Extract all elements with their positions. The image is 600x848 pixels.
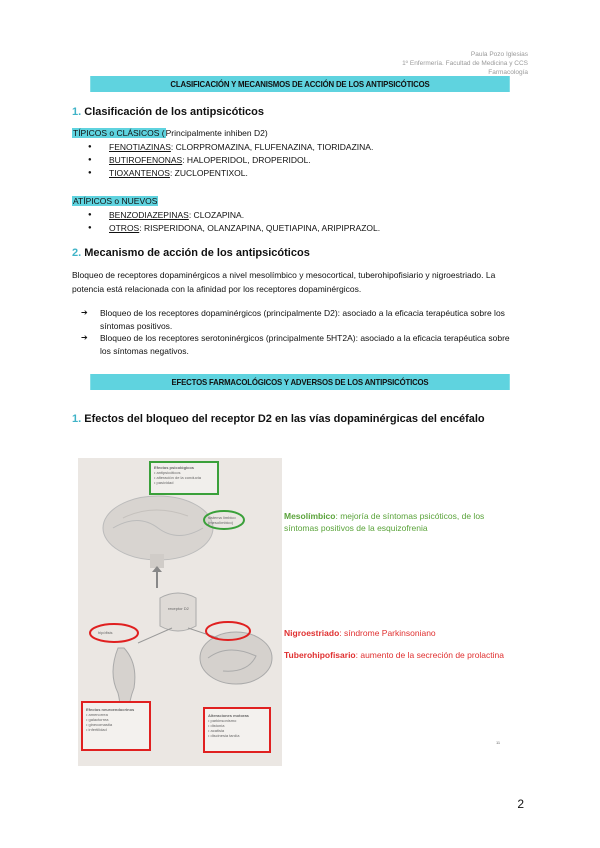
mechanism-arrow-list [72, 307, 512, 357]
figure-mark: 11 [496, 740, 501, 745]
list-item [72, 141, 532, 154]
typicals-label: TÍPICOS o CLÁSICOS ( [73, 128, 165, 138]
motor-title: Alteraciones motoras [208, 713, 249, 718]
nigrostriatal-annotation [284, 628, 436, 638]
d2-label: receptor D2 [168, 606, 189, 611]
tuberoinfundibular-text: : aumento de la secreción de prolactina [355, 650, 504, 660]
tuberoinfundibular-annotation [284, 650, 504, 660]
neuroendo-title: Efectos neuroendocrinos [86, 707, 135, 712]
section-banner-effects: EFECTOS FARMACOLÓGICOS Y ADVERSOS DE LOS ANTIPSICÓTICOS [90, 374, 510, 390]
list-item [72, 167, 532, 180]
drug-class: BENZODIAZEPINAS [109, 210, 189, 220]
tuberoinfundibular-label: Tuberohipofisario [284, 650, 356, 660]
heading-number: 1. [72, 413, 82, 425]
motor-item: • distonía [208, 723, 225, 728]
typicals-note: Principalmente inhiben D2) [165, 128, 268, 138]
heading-mechanism [72, 247, 310, 259]
dopamine-pathways-figure [78, 458, 282, 766]
drug-names: : HALOPERIDOL, DROPERIDOL. [182, 155, 311, 165]
nigrostriatal-text: : síndrome Parkinsoniano [339, 628, 436, 638]
psych-item: • pasividad [154, 480, 174, 485]
drug-class: BUTIROFENONAS [109, 155, 183, 165]
drug-class: OTROS [109, 223, 140, 233]
neuroendo-item: • amenorrea [86, 712, 108, 717]
neuroendo-item: • ginecomastia [86, 722, 113, 727]
motor-item: • parkinsonismo [208, 718, 237, 723]
drug-names: : RISPERIDONA, OLANZAPINA, QUETIAPINA, ARIPIPRAZOL. [139, 223, 381, 233]
list-item [72, 154, 532, 167]
psych-item: • alteración de la conducta [154, 475, 201, 480]
drug-class: FENOTIAZINAS [109, 142, 171, 152]
header-subject: Farmacología [488, 69, 528, 76]
page-number: 2 [517, 797, 524, 811]
neuroendocrine-box [86, 707, 134, 732]
page-header [402, 50, 528, 77]
atypicals-label: ATÍPICOS o NUEVOS [73, 196, 158, 206]
neuroendo-item: • infertilidad [86, 727, 107, 732]
drug-names: : CLORPROMAZINA, FLUFENAZINA, TIORIDAZINA. [170, 142, 374, 152]
heading-number: 2. [72, 247, 82, 259]
heading-number: 1. [72, 106, 82, 118]
psych-item: • antipsicóticos [154, 470, 181, 475]
list-item [72, 222, 532, 235]
motor-item: • acatisia [208, 728, 225, 733]
atypicals-label-line [72, 196, 158, 206]
nigrostriatal-label: Nigroestriado [284, 628, 340, 638]
heading-title: Mecanismo de acción de los antipsicóticos [84, 247, 310, 259]
heading-d2-effects [72, 413, 485, 425]
drug-names: : ZUCLOPENTIXOL. [169, 168, 248, 178]
atypicals-list [72, 209, 532, 235]
heading-title: Efectos del bloqueo del receptor D2 en las vías dopaminérgicas del encéfalo [84, 413, 485, 425]
mesolimbic-label: sistema límbico (mesolímbico) [208, 515, 236, 525]
mesolimbic-label-text: Mesolímbico [284, 511, 336, 521]
mechanism-paragraph: Bloqueo de receptores dopaminérgicos a nivel mesolímbico y mesocortical, tuberohipofisiario y nigroestriado. La potencia está relacionada con la afinidad por los receptores dopaminérgicos. [72, 270, 496, 294]
drug-class: TIOXANTENOS [109, 168, 170, 178]
pituitary-label: hipófisis [98, 630, 113, 635]
header-author: Paula Pozo Iglesias [470, 51, 528, 58]
typicals-label-line [72, 128, 268, 138]
psych-title: Efectos psicológicos [154, 465, 195, 470]
header-course: 1º Enfermería. Facultad de Medicina y CCS [402, 60, 528, 67]
neuroendo-item: • galactorrea [86, 717, 109, 722]
list-item: ➔ Bloqueo de los receptores serotoninérgicos (principalmente 5HT2A): asociado a la eficacia terapéutica sobre los síntomas negativos. [72, 332, 512, 357]
psych-effects-box [154, 465, 201, 485]
mesolimbic-text: : mejoría de síntomas psicóticos, de los síntomas positivos de la esquizofrenia [284, 511, 485, 533]
heading-classification [72, 106, 264, 118]
motor-item: • discinesia tardía [208, 733, 240, 738]
mesolimbic-annotation [284, 510, 504, 534]
drug-names: : CLOZAPINA. [188, 210, 245, 220]
list-item [72, 209, 532, 222]
heading-title: Clasificación de los antipsicóticos [84, 106, 264, 118]
motor-box [208, 713, 249, 738]
typicals-list [72, 141, 532, 180]
list-item: ➔ Bloqueo de los receptores dopaminérgicos (principalmente D2): asociado a la eficacia terapéutica sobre los síntomas positivos. [72, 307, 512, 332]
section-banner-classification: CLASIFICACIÓN Y MECANISMOS DE ACCIÓN DE LOS ANTIPSICÓTICOS [90, 76, 510, 92]
